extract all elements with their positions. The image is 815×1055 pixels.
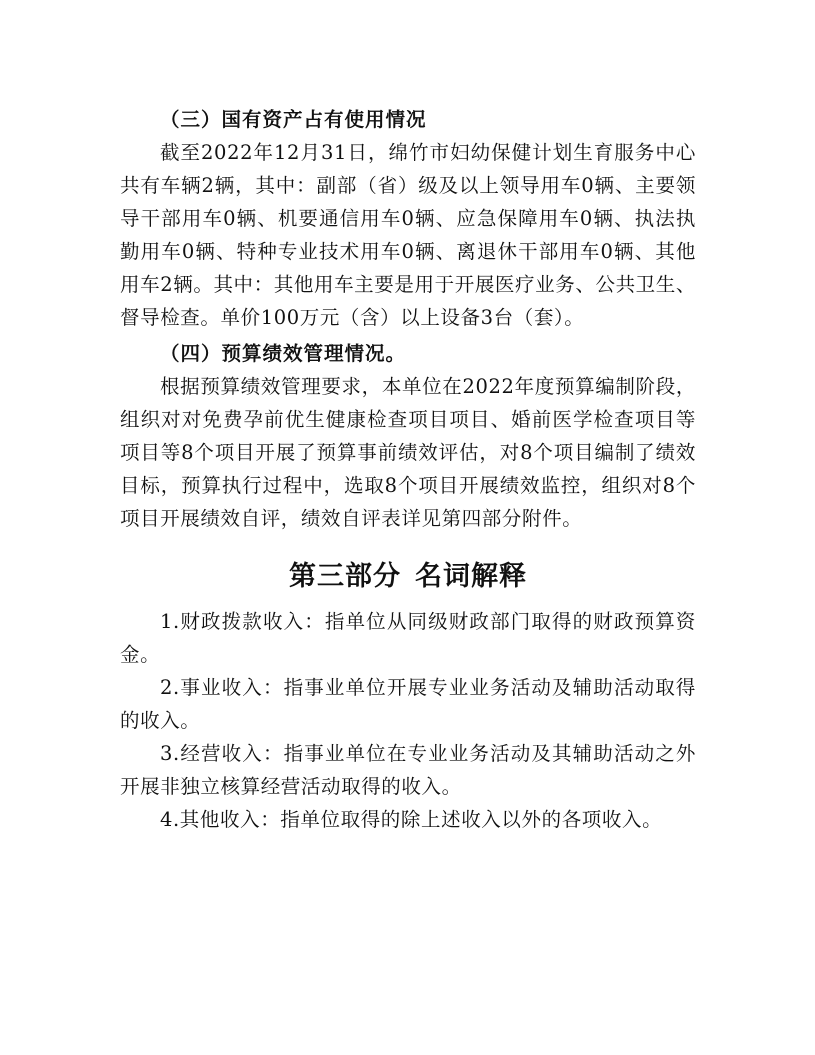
- spacer: [120, 597, 696, 605]
- spacer: [120, 535, 696, 557]
- definition-item: 2.事业收入：指事业单位开展专业业务活动及辅助活动取得的收入。: [120, 676, 696, 732]
- section-heading-performance: （四）预算绩效管理情况。: [160, 342, 407, 365]
- section-heading-assets: （三）国有资产占有使用情况: [160, 108, 427, 131]
- definition-item: 1.财政拨款收入：指单位从同级财政部门取得的财政预算资金。: [120, 610, 696, 666]
- section-body-performance: 根据预算绩效管理要求，本单位在2022年度预算编制阶段，组织对对免费孕前优生健康检查项目项目、婚前医学检查项目等项目等8个项目开展了预算事前绩效评估，对8个项目编制了绩效目标，预算执行过程中，选取8个项目开展绩效监控，组织对8个项目开展绩效自评，绩效自评表详见第四部分附件。: [120, 375, 696, 530]
- definition-item: 4.其他收入：指单位取得的除上述收入以外的各项收入。: [160, 808, 663, 831]
- part-title: [120, 557, 696, 597]
- part-name: 名词解释: [415, 561, 527, 592]
- page-content: [120, 104, 696, 836]
- part-number: 第三部分: [289, 561, 401, 592]
- definition-item: 3.经营收入：指事业单位在专业业务活动及其辅助活动之外开展非独立核算经营活动取得的收入。: [120, 742, 696, 798]
- section-body-assets: 截至2022年12月31日，绵竹市妇幼保健计划生育服务中心共有车辆2辆，其中：副部（省）级及以上领导用车0辆、主要领导干部用车0辆、机要通信用车0辆、应急保障用车0辆、执法执勤用车0辆、特种专业技术用车0辆、离退休干部用车0辆、其他用车2辆。其中：其他用车主要是用于开展医疗业务、公共卫生、督导检查。单价100万元（含）以上设备3台（套）。: [120, 141, 696, 329]
